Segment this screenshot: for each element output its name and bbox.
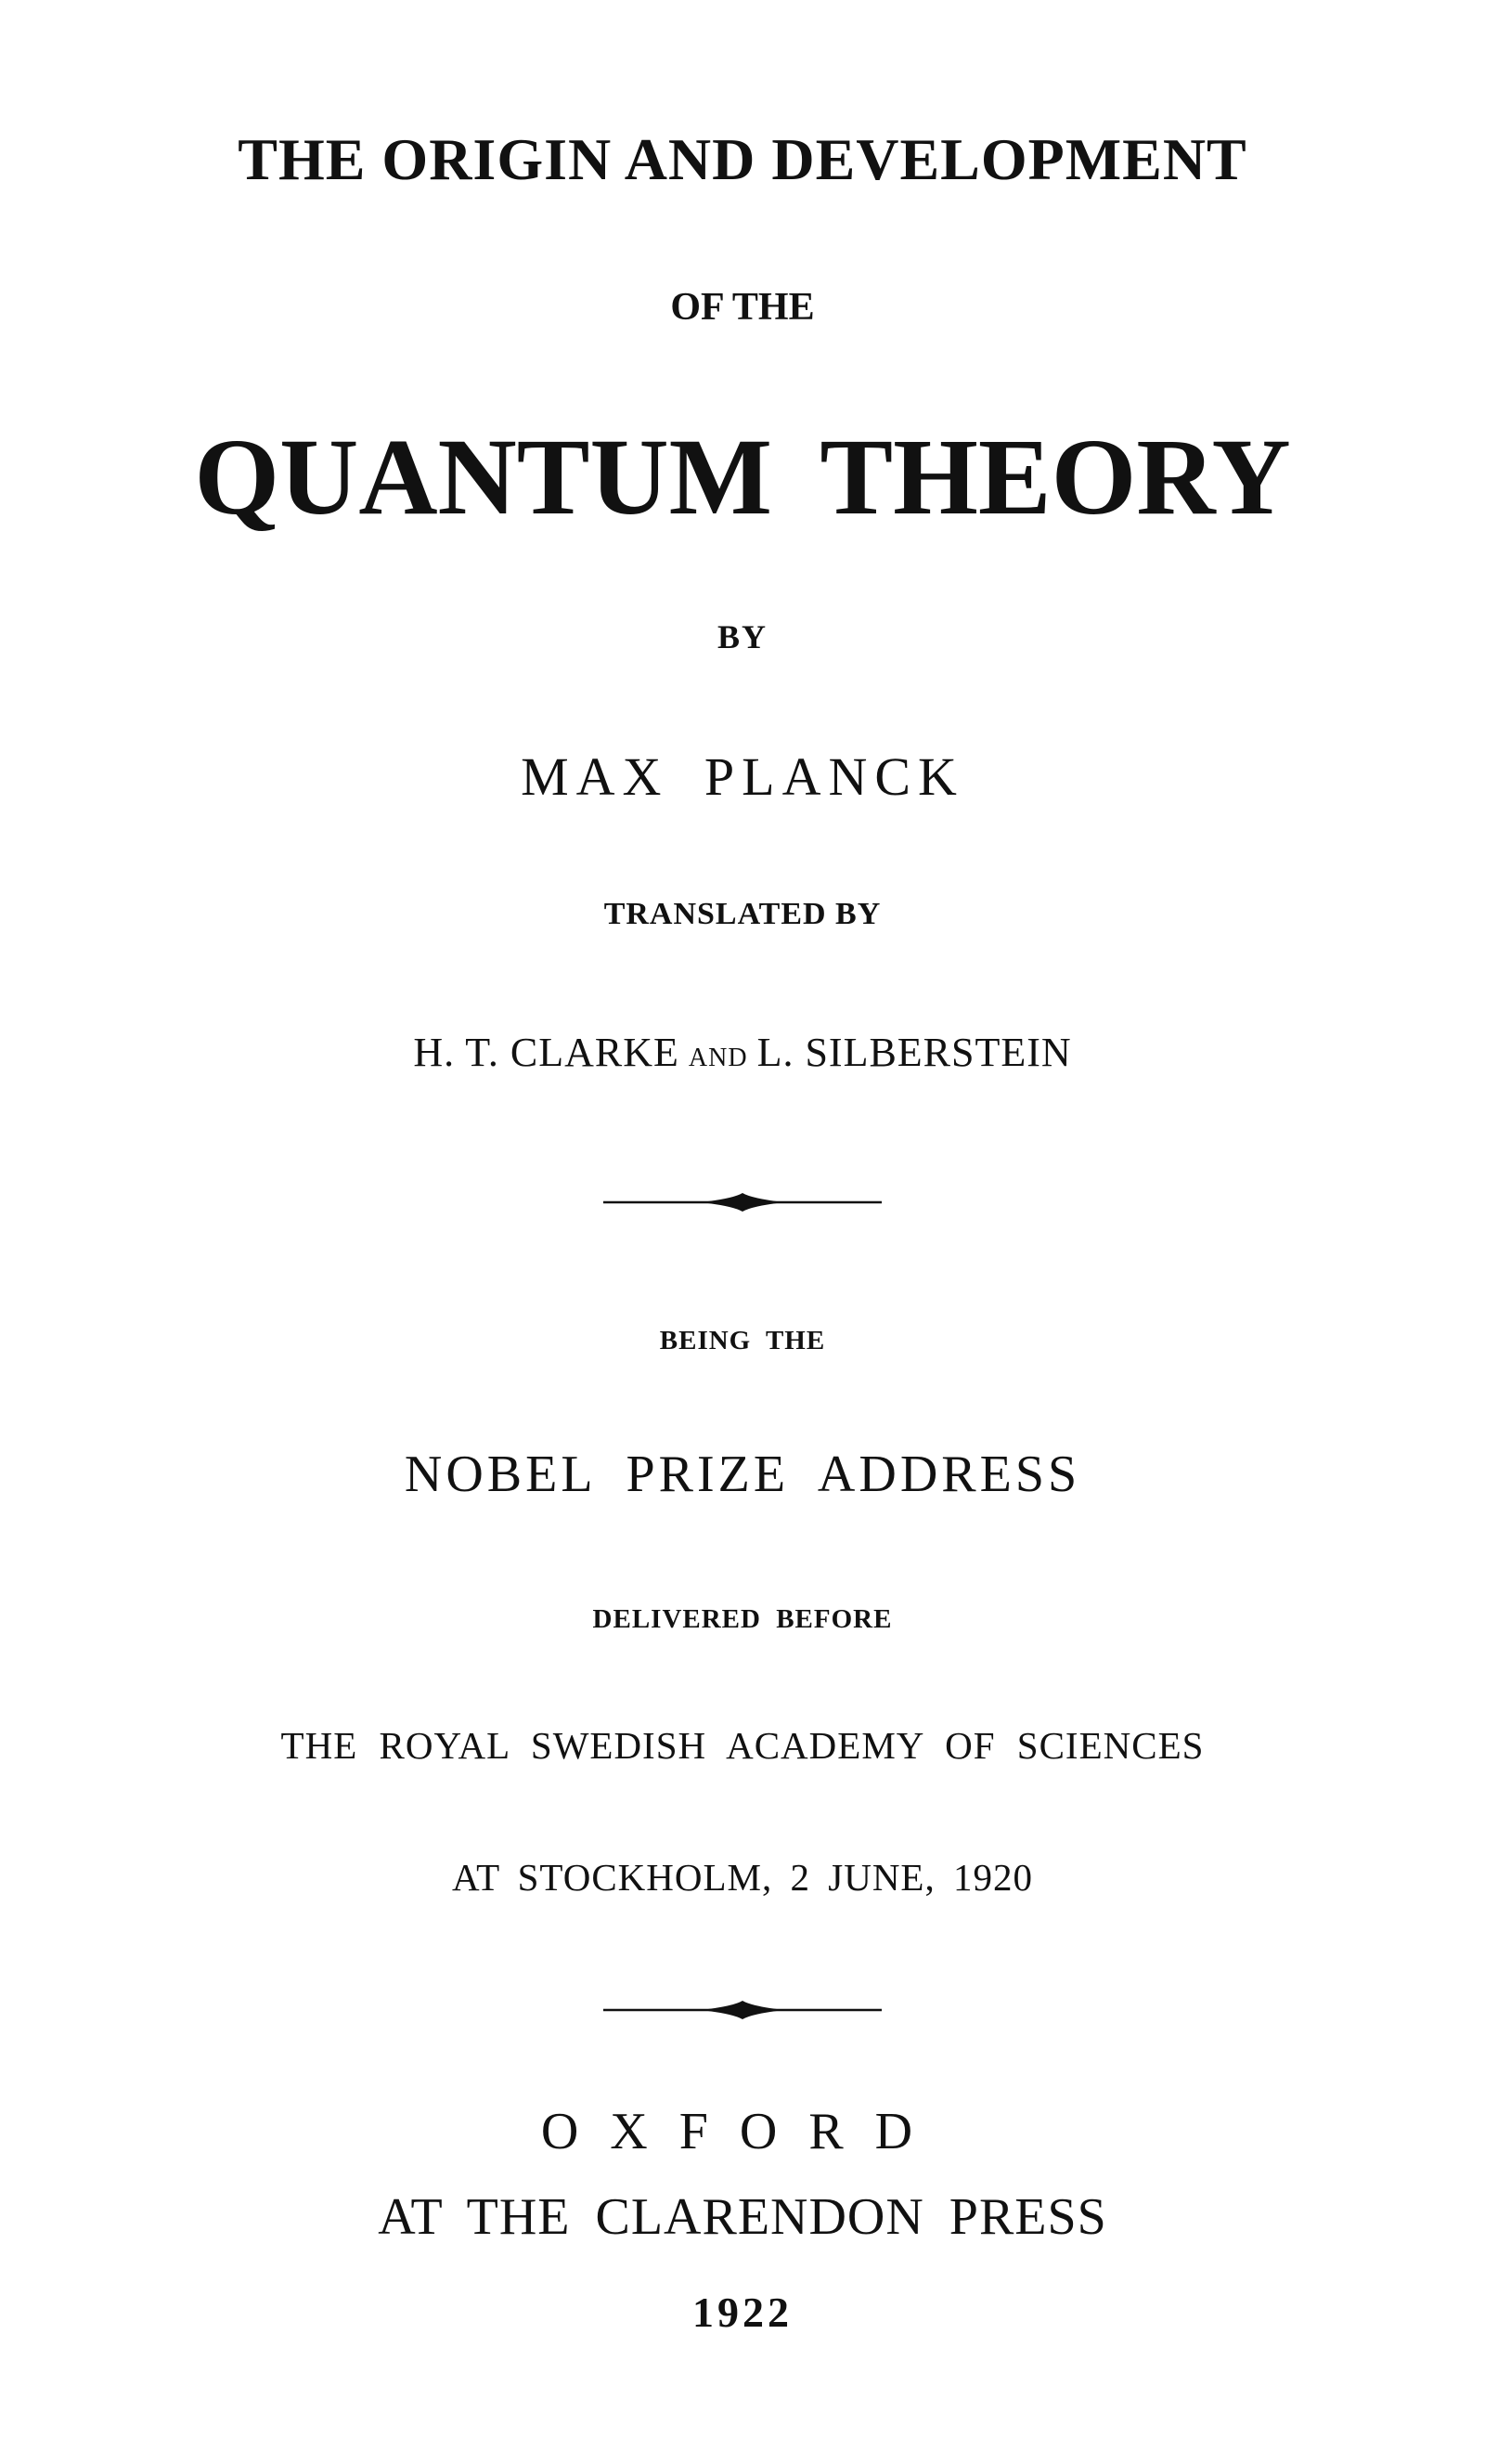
academy-name: THE ROYAL SWEDISH ACADEMY OF SCIENCES (280, 1724, 1205, 1767)
title-line-1: THE ORIGIN AND DEVELOPMENT (238, 126, 1247, 192)
translator-2: L. SILBERSTEIN (756, 1030, 1072, 1075)
translator-1: H. T. CLARKE (413, 1030, 679, 1075)
ornament-divider-top (0, 1188, 1485, 1216)
translators (0, 1032, 1485, 1073)
place-and-date: AT STOCKHOLM, 2 JUNE, 1920 (452, 1856, 1033, 1899)
author-name: MAX PLANCK (521, 746, 964, 807)
publisher-city: OXFORD (540, 2103, 945, 2160)
nobel-address-title: NOBEL PRIZE ADDRESS (404, 1446, 1081, 1503)
by-label: BY (717, 618, 768, 655)
being-the-label: BEING THE (659, 1326, 826, 1355)
main-title: QUANTUM THEORY (194, 416, 1291, 538)
publisher-name: AT THE CLARENDON PRESS (378, 2188, 1107, 2246)
translated-by-label: TRANSLATED BY (603, 897, 882, 931)
publication-year: 1922 (692, 2289, 793, 2336)
delivered-before-label: DELIVERED BEFORE (592, 1604, 893, 1634)
title-line-2: OF THE (670, 286, 815, 329)
ornament-divider-bottom (0, 1996, 1485, 2024)
translator-and: AND (688, 1044, 748, 1072)
